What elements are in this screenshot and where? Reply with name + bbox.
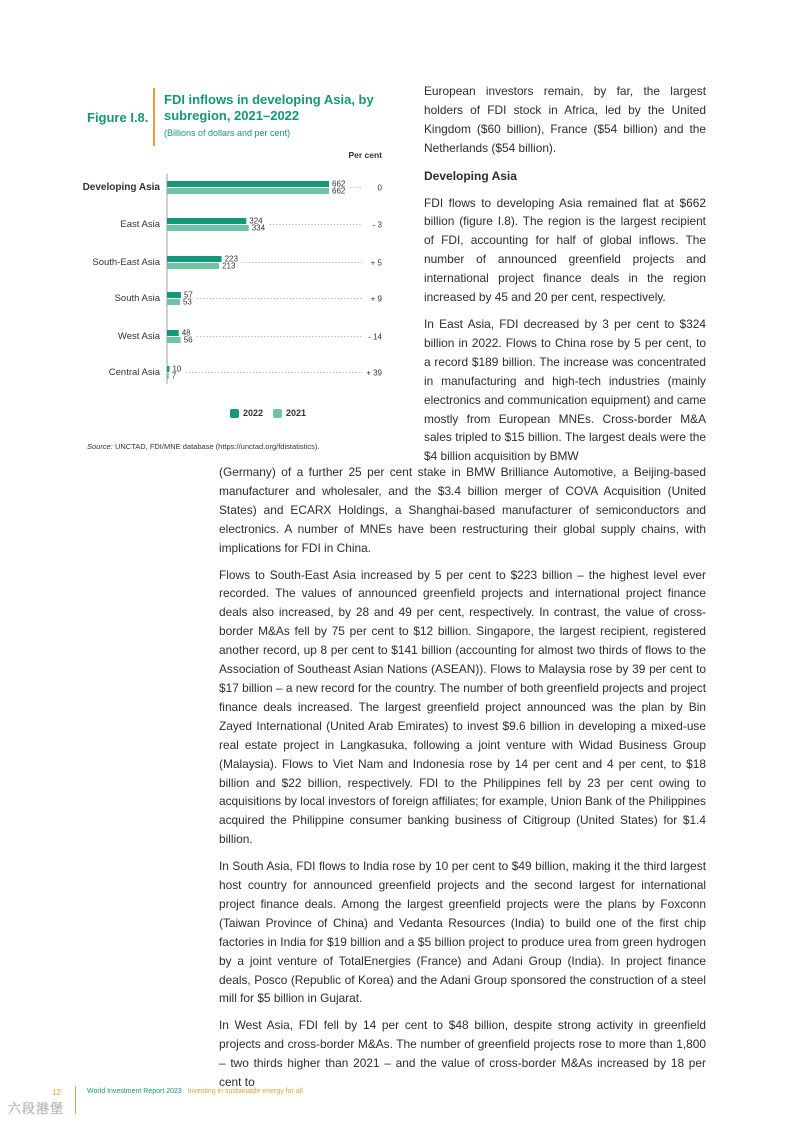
figure-subtitle: (Billions of dollars and per cent) [164,128,291,138]
category-label-developing-asia: Developing Asia [82,182,160,193]
category-label-central-asia: Central Asia [108,367,160,378]
legend-item-2021 [273,408,306,418]
bar-2022-south-asia [167,292,181,298]
bar-2022-central-asia [167,366,169,372]
percent-change-central-asia: + 39 [366,368,382,378]
bar-2022-east-asia [167,218,246,224]
category-label-south-asia: South Asia [114,293,160,304]
paragraph-2-continued: (Germany) of a further 25 per cent stake in BMW Brilliance Automotive, a Beijing-based manufacturer and wholesaler, and the $3.4 billion merger of COVA Acquisition (United States) and ECARX Holdings, a Shanghai-based manufacturer of semiconductors and electronics. A number of MNEs have been restructuring their global supply chains, with implications for FDI in China. [219,465,706,555]
footer-divider [75,1086,76,1114]
value-label-2021-developing-asia: 662 [332,186,346,196]
watermark-text: 六段港堡 [8,1101,65,1116]
value-label-2021-east-asia: 334 [251,223,266,233]
bar-2021-south-asia [167,299,180,305]
figure-label: Figure I.8. [87,110,149,125]
figure-title: FDI inflows in developing Asia, by subregion, 2021–2022 [164,92,374,123]
paragraph-1: FDI flows to developing Asia remained flat at $662 billion (figure I.8). The region is the largest recipient of FDI, accounting for half of global inflows. The number of announced greenfield projects and international project finance deals in the region increased by 45 and 20 per cent, respectively. [424,195,706,305]
value-label-2022-south-asia: 57 [183,290,193,300]
legend-swatch-2022 [230,409,239,418]
right-column [424,82,706,466]
bar-2022-west-asia [167,330,179,336]
source-label: Source: [87,442,113,451]
value-label-2021-south-east-asia: 213 [222,261,236,271]
percent-header: Per cent [348,150,382,160]
figure-source [87,442,319,451]
percent-change-south-asia: + 9 [370,294,382,304]
legend-item-2022 [230,408,263,418]
paragraph-3: Flows to South-East Asia increased by 5 per cent to $223 billion – the highest level ever recorded. The values of announced greenfield projects and international project finance deals also increased, by 28 and 49 per cent, respectively. In contrast, the value of cross-border M&As fell by 75 per cent to $12 billion. Singapore, the largest recipient, registered another record, up 8 per cent to $141 billion (accounting for almost two thirds of flows to the Association of Southeast Asian Nations (ASEAN)). Flows to Malaysia rose by 39 per cent to $17 billion – a new record for the country. The number of both greenfield projects and project finance deals increased. The largest greenfield project announced was the plan by Bin Zayed International (United Arab Emirates) to invest $9.6 billion in developing a mixed-use real estate project in Langkasuka, following a joint venture with Widad Business Group (Malaysia). Flows to Viet Nam and Indonesia rose by 14 per cent and 4 per cent, to $18 billion and $22 billion, respectively. FDI to the Philippines fell by 23 per cent owing to acquisitions by local investors of foreign affiliates; for example, Union Bank of the Philippines acquired the Philippine consumer banking business of Citigroup (United States) for $1.4 billion. [219,567,706,847]
bar-2021-central-asia [167,373,169,379]
percent-change-west-asia: - 14 [368,332,382,342]
bar-2021-south-east-asia [167,263,219,269]
section-heading: Developing Asia [424,168,517,183]
paragraph-5: In West Asia, FDI fell by 14 per cent to $48 billion, despite strong activity in greenfield projects and cross-border M&As. The number of greenfield projects rose to more than 1,800 – two thirds higher than 2021 – and the value of cross-border M&As increased by 18 per cent to [219,1018,706,1090]
percent-change-south-east-asia: + 5 [370,258,382,268]
value-label-2022-south-east-asia: 223 [224,254,238,264]
footer-report: World Investment Report 2023 [87,1088,182,1095]
bar-2021-west-asia [167,337,181,343]
value-label-2022-east-asia: 324 [249,216,263,226]
footer-text [87,1088,303,1095]
legend-label-2021: 2021 [286,408,307,418]
bar-2022-south-east-asia [167,256,222,262]
percent-change-east-asia: - 3 [372,220,382,230]
legend-label-2022: 2022 [243,408,264,418]
category-label-east-asia: East Asia [120,219,160,230]
legend-swatch-2021 [273,409,282,418]
bar-2021-developing-asia [167,188,329,194]
category-label-south-east-asia: South-East Asia [92,257,160,268]
value-label-2021-central-asia: 7 [171,371,177,381]
percent-change-developing-asia: 0 [377,183,382,193]
wide-column [219,463,706,1092]
category-label-west-asia: West Asia [117,331,160,342]
chart-legend [230,408,316,418]
figure-divider [153,88,155,146]
value-label-2022-west-asia: 48 [181,328,191,338]
paragraph-4: In South Asia, FDI flows to India rose by 10 per cent to $49 billion, making it the third largest host country for announced greenfield projects and the second largest for international project finance deals. Among the largest greenfield projects were the plans by Foxconn (Taiwan Province of China) and Vedanta Resources (India) to build one of the first chip factories in India for $19 billion and a $5 billion project to produce urea from green hydrogen by a joint venture of TotalEnergies (France) and Adani Group (India). In project finance deals, Posco (Republic of Korea) and the Adani Group sponsored the construction of a steel mill for $5 billion in Gujarat. [219,859,706,1006]
footer-subtitle: Investing in sustainable energy for all [187,1088,303,1095]
value-label-2022-central-asia: 10 [172,364,182,374]
bar-2021-east-asia [167,225,249,231]
fdi-bar-chart [80,172,390,392]
source-text: UNCTAD, FDI/MNE database (https://unctad.org/fdistatistics). [114,442,320,451]
value-label-2021-south-asia: 53 [182,297,192,307]
paragraph-2: In East Asia, FDI decreased by 3 per cent to $324 billion in 2022. Flows to China rose by 5 per cent, to a record $189 billion. The increase was concentrated in manufacturing and high-tech industries (mainly electronics and communication equipment) and came mostly from European MNEs. Cross-border M&A sales tripled to $15 billion. The largest deals were the $4 billion acquisition by BMW [424,316,706,464]
page-number: 12 [52,1088,61,1097]
value-label-2021-west-asia: 56 [183,335,193,345]
value-label-2022-developing-asia: 662 [332,179,346,189]
bar-2022-developing-asia [167,181,329,187]
paragraph-intro: European investors remain, by far, the largest holders of FDI stock in Africa, led by the United Kingdom ($60 billion), France ($54 billion) and the Netherlands ($54 billion). [424,84,706,155]
